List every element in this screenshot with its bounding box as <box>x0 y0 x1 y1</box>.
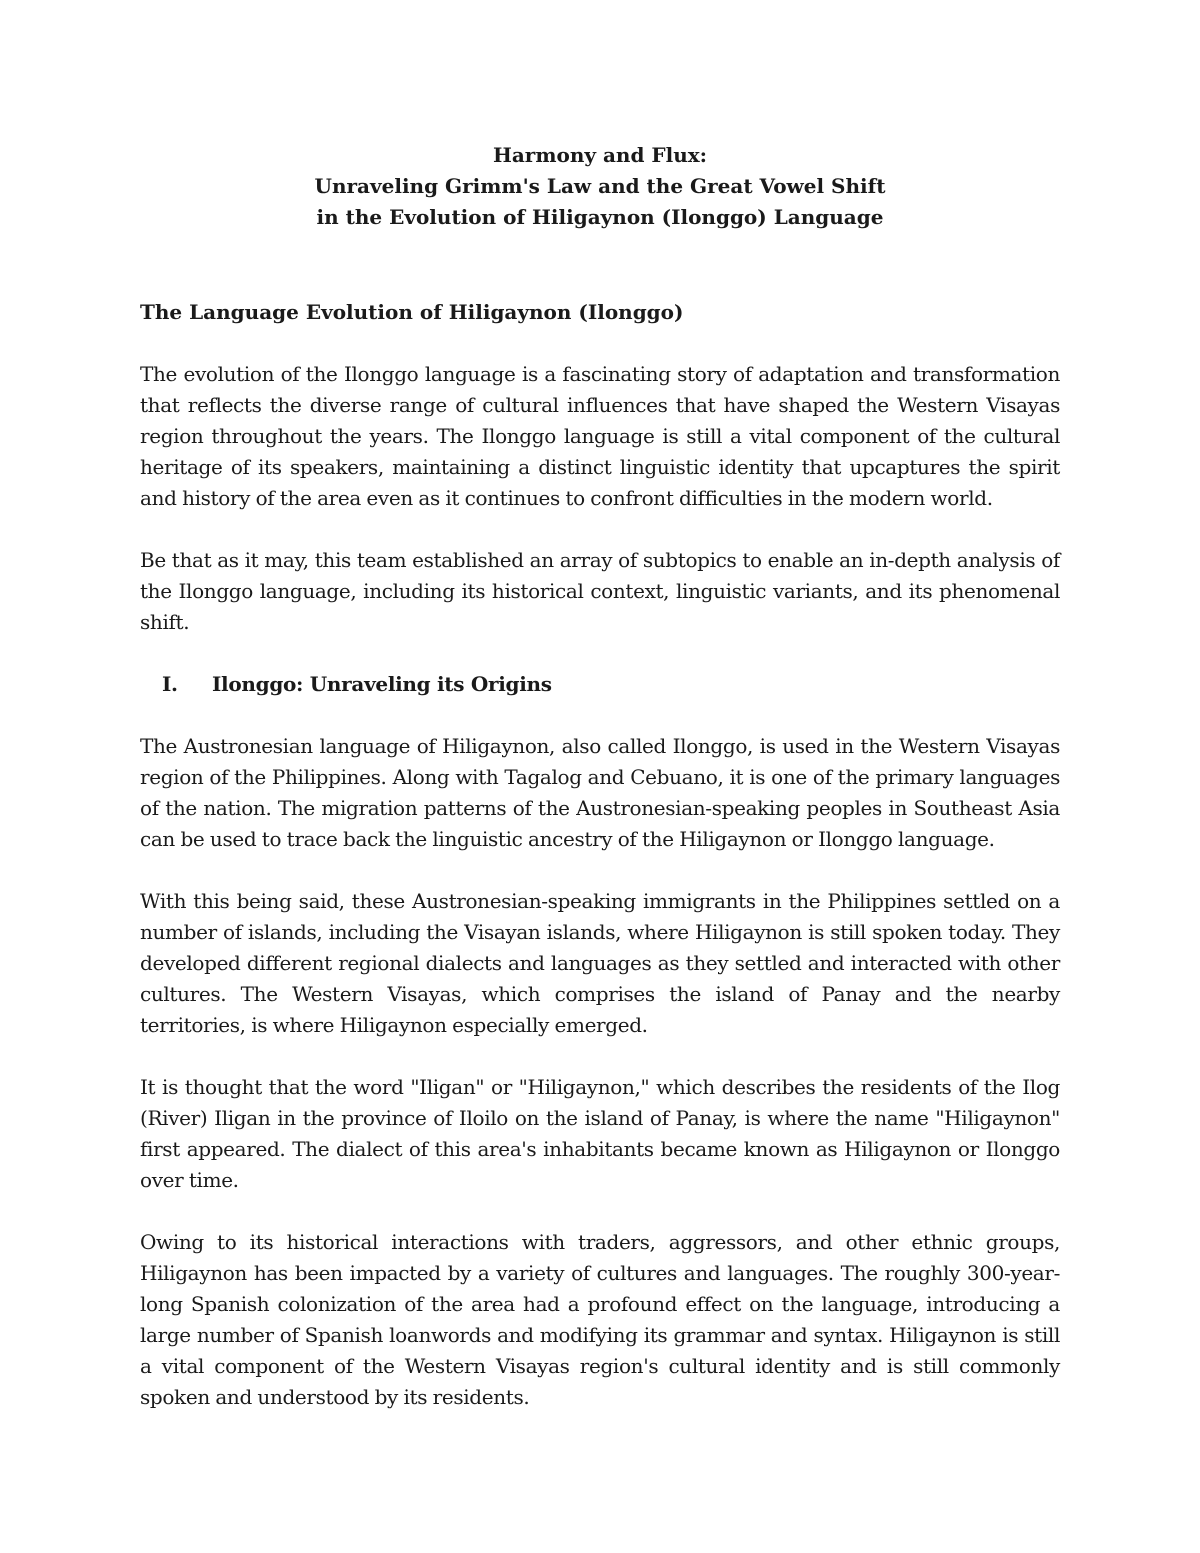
paragraph: With this being said, these Austronesian-speaking immigrants in the Philippines settled on a number of islands, including the Visayan islands, where Hiligaynon is still spoken today. They developed different regional dialects and languages as they settled and interacted with other cultures. The Western Visayas, which comprises the island of Panay and the nearby territories, is where Hiligaynon especially emerged. <box>140 889 1060 1037</box>
paragraph: Owing to its historical interactions with traders, aggressors, and other ethnic groups, Hiligaynon has been impacted by a variety of cultures and languages. The roughly 300-year-long Spanish colonization of the area had a profound effect on the language, introducing a large number of Spanish loanwords and modifying its grammar and syntax. Hiligaynon is still a vital component of the Western Visayas region's cultural identity and is still commonly spoken and understood by its residents. <box>140 1230 1060 1409</box>
paragraph: The Austronesian language of Hiligaynon, also called Ilonggo, is used in the Western Visayas region of the Philippines. Along with Tagalog and Cebuano, it is one of the primary languages of the nation. The migration patterns of the Austronesian-speaking peoples in Southeast Asia can be used to trace back the linguistic ancestry of the Hiligaynon or Ilonggo language. <box>140 734 1060 851</box>
document-page <box>140 140 1060 1413</box>
subsection-title: Ilonggo: Unraveling its Origins <box>212 672 552 696</box>
subsection-heading <box>140 669 1060 700</box>
title-line-3: in the Evolution of Hiligaynon (Ilonggo) Language <box>316 205 884 229</box>
subsection-number: I. <box>162 672 178 696</box>
document-title <box>140 140 1060 233</box>
title-line-2: Unraveling Grimm's Law and the Great Vowel Shift <box>314 174 886 198</box>
title-line-1: Harmony and Flux: <box>492 143 708 167</box>
section-heading: The Language Evolution of Hiligaynon (Ilonggo) <box>140 300 684 324</box>
paragraph: Be that as it may, this team established an array of subtopics to enable an in-depth analysis of the Ilonggo language, including its historical context, linguistic variants, and its phenomenal shift. <box>140 548 1060 634</box>
paragraph: It is thought that the word "Iligan" or "Hiligaynon," which describes the residents of the Ilog (River) Iligan in the province of Iloilo on the island of Panay, is where the name "Hiligaynon" first appeared. The dialect of this area's inhabitants became known as Hiligaynon or Ilonggo over time. <box>140 1075 1060 1192</box>
paragraph: The evolution of the Ilonggo language is a fascinating story of adaptation and transformation that reflects the diverse range of cultural influences that have shaped the Western Visayas region throughout the years. The Ilonggo language is still a vital component of the cultural heritage of its speakers, maintaining a distinct linguistic identity that upcaptures the spirit and history of the area even as it continues to confront difficulties in the modern world. <box>140 362 1060 510</box>
